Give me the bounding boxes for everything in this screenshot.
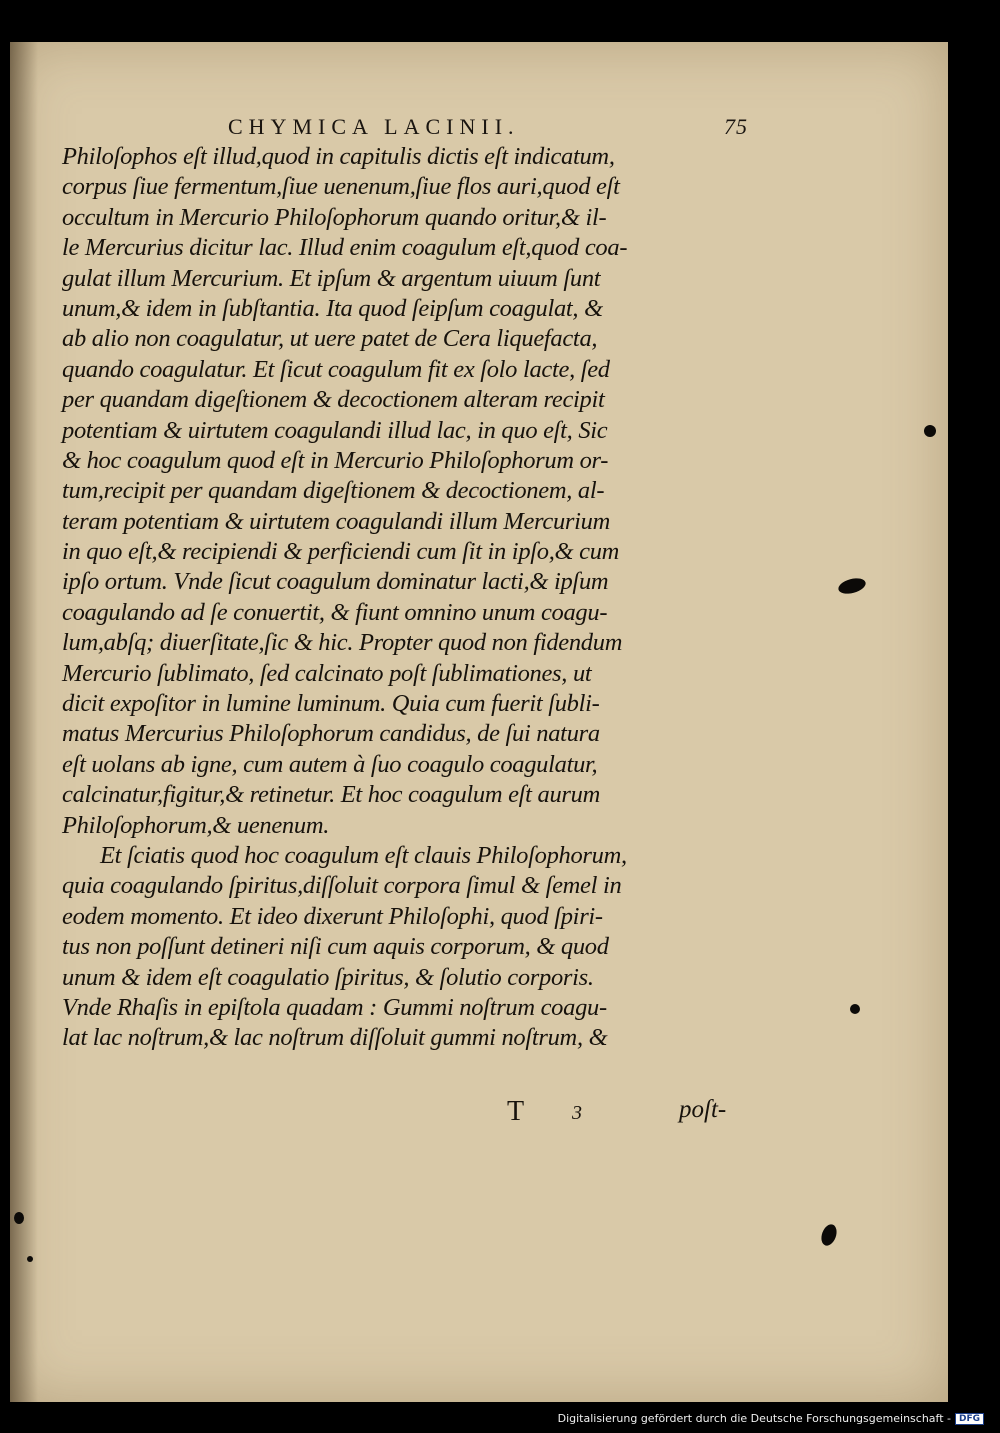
text-line: gulat illum Mercurium. Et ipſum & argentum uiuum ſunt	[62, 264, 601, 292]
running-title: CHYMICA LACINII.	[228, 114, 520, 139]
ink-spot	[850, 1004, 860, 1014]
text-line: teram potentiam & uirtutem coagulandi illum Mercurium	[62, 507, 610, 535]
text-line: quando coagulatur. Et ſicut coagulum fit ex ſolo lacte, ſed	[62, 355, 610, 383]
dfg-logo: DFG	[955, 1413, 984, 1425]
text-line: Vnde Rhaſis in epiſtola quadam : Gummi noſtrum coagu-	[62, 993, 607, 1021]
running-head	[228, 114, 748, 144]
text-line: occultum in Mercurio Philoſophorum quando oritur,& il-	[62, 203, 607, 231]
signature-number: 3	[572, 1102, 582, 1124]
text-line: Et ſciatis quod hoc coagulum eſt clauis Philoſophorum,	[100, 841, 627, 869]
ink-spot	[27, 1256, 33, 1262]
text-line: eſt uolans ab igne, cum autem à ſuo coagulo coagulatur,	[62, 750, 598, 778]
text-line: le Mercurius dicitur lac. Illud enim coagulum eſt,quod coa-	[62, 234, 628, 262]
text-line: & hoc coagulum quod eſt in Mercurio Philoſophorum or-	[62, 446, 609, 474]
credit-text: Digitalisierung gefördert durch die Deutsche Forschungsgemeinschaft -	[557, 1412, 951, 1425]
catchword: poſt-	[679, 1096, 727, 1123]
text-line: potentiam & uirtutem coagulandi illud lac, in quo eſt, Sic	[62, 416, 608, 444]
text-line: corpus ſiue fermentum,ſiue uenenum,ſiue flos auri,quod eſt	[62, 173, 620, 201]
text-line: Philoſophos eſt illud,quod in capitulis dictis eſt indicatum,	[62, 143, 615, 170]
text-line: unum & idem eſt coagulatio ſpiritus, & ſolutio corporis.	[62, 963, 594, 991]
text-line: lat lac noſtrum,& lac noſtrum diſſoluit gummi noſtrum, &	[62, 1024, 608, 1052]
page-foot	[62, 1096, 752, 1130]
text-line: coagulando ad ſe conuertit, & fiunt omnino unum coagu-	[62, 598, 608, 626]
text-line: in quo eſt,& recipiendi & perficiendi cum ſit in ipſo,& cum	[62, 538, 620, 566]
text-line: calcinatur,figitur,& retinetur. Et hoc coagulum eſt aurum	[62, 781, 600, 809]
page-number: 75	[724, 114, 748, 139]
text-line: Philoſophorum,& uenenum.	[62, 811, 330, 839]
text-line: lum,abſq; diuerſitate,ſic & hic. Propter quod non fidendum	[62, 629, 623, 657]
text-line: dicit expoſitor in lumine luminum. Quia cum fuerit ſubli-	[62, 690, 600, 718]
text-line: Mercurio ſublimato, ſed calcinato poſt ſublimationes, ut	[62, 659, 592, 687]
text-line: quia coagulando ſpiritus,diſſoluit corpora ſimul & ſemel in	[62, 872, 622, 900]
text-line: tum,recipit per quandam digeſtionem & decoctionem, al-	[62, 477, 605, 505]
digitization-credit	[558, 1412, 984, 1425]
book-page	[10, 42, 948, 1402]
text-line: ipſo ortum. Vnde ſicut coagulum dominatur lacti,& ipſum	[62, 568, 609, 596]
signature-mark: T	[507, 1096, 525, 1127]
ink-spot	[14, 1212, 24, 1224]
text-line: unum,& idem in ſubſtantia. Ita quod ſeipſum coagulat, &	[62, 294, 603, 322]
text-line: tus non poſſunt detineri niſi cum aquis corporum, & quod	[62, 933, 609, 961]
text-line: eodem momento. Et ideo dixerunt Philoſophi, quod ſpiri-	[62, 902, 603, 930]
text-line: matus Mercurius Philoſophorum candidus, de ſui natura	[62, 720, 600, 748]
text-line: ab alio non coagulatur, ut uere patet de Cera liquefacta,	[62, 325, 598, 353]
ink-spot	[924, 425, 936, 437]
text-line: per quandam digeſtionem & decoctionem alteram recipit	[62, 386, 605, 414]
body-text	[62, 142, 752, 1054]
